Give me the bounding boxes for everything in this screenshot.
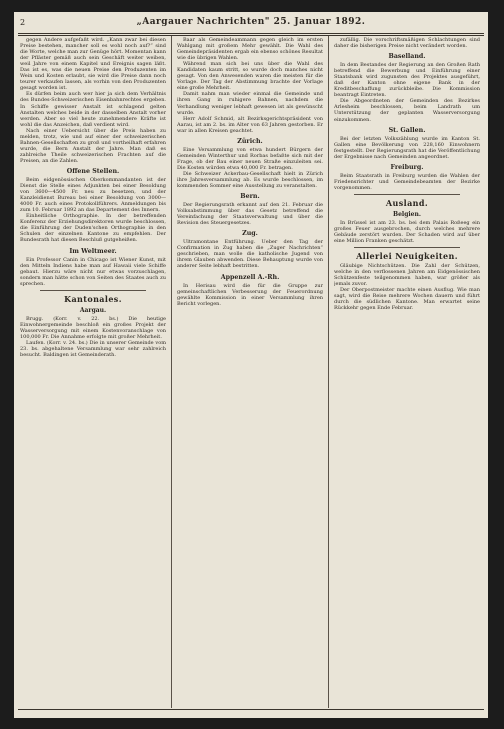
article-paragraph: zufällig. Die vorschriftsmäßigen Schlachtungen sind daher die bisherigen Preise nicht verändert worden.	[334, 37, 480, 50]
divider	[354, 194, 460, 195]
article-paragraph: Ein Professor Canin in Chicago ist Wiener Kunst, mit den Mitteln Indiens habe man auf Hawaii viele Schiffe gebaut. Hierzu wäre nicht nur etwas vorzuschlagen, sondern man hätte schon von Seiten des Staates auch zu sprechen.	[20, 256, 166, 287]
section-heading: Im Weltmeer.	[69, 247, 117, 255]
subsection-heading: Aargau.	[79, 306, 107, 314]
article-paragraph: Baar als Gemeindeammann gegen gleich im ersten Wahlgang mit großem Mehr gewählt. Die Wahl des Gemeindepräsidenten ergab ein ebenso schönes Resultat wie die übrigen Wahlen.	[177, 37, 323, 62]
column-right	[334, 37, 480, 707]
article-paragraph: In Herisau wird die für die Gruppe zur gemeinschaftlichen Verbesserung der Feuerordnung gewählte Kommission in einer Versammlung ihren Bericht vorlegen.	[177, 282, 323, 307]
article-paragraph: In dem Bestandes der Regierung an den Großen Rath betreffend die Bewerbung und Einführung einer Staatsbank wird zugunsten des Projektes ausgeführt, daß der Kanton ohne eigene Bank in der Kreditbeschaffung zurückbleibe. Die Kommission beantragt Eintreten.	[334, 62, 480, 99]
article-paragraph: Während man sich bei uns über die Wahl des Kandidaten kaum stritt, so wurde doch manches nicht gesagt. Von den Anwesenden waren die meisten für die Vorlage. Der Tag der Abstimmung brachte der Vorlage eine große Mehrheit.	[177, 61, 323, 92]
article-paragraph: Brugg. (Korr. v. 22. bs.) Die heutige Einwohnergemeinde beschloß ein großes Projekt der Wasserversorgung mit einem Kostenvoranschlage von 100,000 Fr. Die Annahme erfolgte mit großer Mehrheit.	[20, 315, 166, 340]
column-divider-1	[171, 36, 172, 708]
subsection-heading: Belgien.	[393, 210, 421, 218]
page-number: 2	[20, 18, 26, 27]
column-left	[20, 37, 166, 707]
header-rule	[18, 33, 484, 34]
section-heading: St. Gallen.	[388, 126, 426, 134]
footer-rule	[18, 709, 484, 710]
masthead-title: „Aargauer Nachrichten" 25. Januar 1892.	[136, 17, 366, 27]
header-rule-double	[18, 35, 484, 36]
article-paragraph: Eine Versammlung von etwa hundert Bürgern der Gemeinden Winterthur und Rorbas befaßte sich mit der Frage, ob der Bau einer neuen Straße einzuleiten sei. Die Kosten würden etwa 40,000 Fr. betragen.	[177, 146, 323, 171]
section-heading: Appenzell A.-Rh.	[220, 273, 280, 281]
column-middle	[177, 37, 323, 707]
section-heading: Zug.	[242, 230, 258, 238]
section-heading: Zürich.	[237, 137, 263, 145]
article-paragraph: Gläubige Nichtschützen. Die Zahl der Schützen, welche in den verflossenen Jahren am Eidgenössischen Schützenfeste teilgenommen haben, war größer als jemals zuvor.	[334, 263, 480, 288]
article-paragraph: gegen Andere aufgefaßt wird. „Kann zwar bei diesen Preise bestehen, mancher soll es wohl noch auf?“ sind die Worte, welche man zur Genüge hört. Momentan kann der Pfläster gemäß auch sein Geschäft weiter weiben, weil Jahre von einem Kapitel und Ereignis sagen läßt. Das ist es, was die neuen Preise den Produzenten im Wein und Kosten erlaubt, sie wird die Preise dann noch teurer verkaufen lassen, als vorhin von den Produzenten gesagt worden ist.	[20, 37, 166, 92]
article-paragraph: Die Schweizer Ackerbau-Gesellschaft hielt in Zürich ihre Jahresversammlung ab. Es wurde beschlossen, im kommenden Sommer eine Ausstellung zu veranstalten.	[177, 170, 323, 190]
section-heading: Offene Stellen.	[66, 167, 120, 175]
article-paragraph: Ultramontane Entführung. Ueber den Tag der Confirmation in Zug haben die „Zuger Nachrichten“ geschrieben, man wolle die katholische Jugend von ihrem Glauben abwenden. Diese Behauptung wurde von anderer Seite lebhaft bestritten.	[177, 239, 323, 270]
section-heading: Bern.	[240, 193, 260, 201]
section-heading: Baselland.	[388, 53, 426, 61]
article-paragraph: Der Oberpostmeister machte einen Ausflug. Wie man sagt, wird die Reise mehrere Wochen dauern und führt durch die südlichen Kantone. Man erwartet seine Rückkehr gegen Ende Februar.	[334, 287, 480, 312]
article-paragraph: Bei der letzten Volkszählung wurde im Kanton St. Gallen eine Bevölkerung von 228,160 Einwohnern festgestellt. Der Regierungsrath hat die Veröffentlichung der Ergebnisse nach Gemeinden angeordnet.	[334, 135, 480, 160]
section-heading-kantonales: Kantonales.	[64, 293, 122, 304]
column-divider-2	[328, 36, 329, 708]
article-paragraph: Nach einer Uebersicht über die Preis haben zu melden, trotz, wie und auf einer der schweizerischen Bahnen-Gesellschaften zu groß und vortheilhaft erfahren wurde, die Bern Anstalt der Jahre. Man daß es zahlreiche Theile schweizerischen Frachten auf die Preisen, an die Zahlen.	[20, 127, 166, 164]
article-paragraph: Herr Adolf Schmid, alt Bezirksgerichtspräsident von Aarau, ist am 2. bs. im Alter von 63 Jahren gestorben. Er war in allen Kreisen geachtet.	[177, 115, 323, 134]
section-heading-neuigkeiten: Allerlei Neuigkeiten.	[356, 251, 458, 262]
article-paragraph: Beim eidgenössischen Oberkommandanten ist der Dienst die Stelle eines Adjunkten bei einer Besoldung von 3600—4500 Fr. neu zu besetzen, und der Kanzleidienst Bureau bei einer Besoldung von 3000—4000 Fr. auch eines Protokollführers. Anmeldungen bis zum 10. Februar 1892 an das Departement des Innern.	[20, 176, 166, 214]
article-paragraph: Die Abgeordneten der Gemeinden des Bezirkes Arlesheim beschlossen, beim Landrath um Unterstützung der geplanten Wasserversorgung einzukommen.	[334, 98, 480, 123]
article-paragraph: Beim Staatsrath in Freiburg wurden die Wahlen der Friedensrichter und Gemeindebeamten der Bezirke vorgenommen.	[334, 172, 480, 191]
newspaper-page	[14, 12, 488, 718]
article-paragraph: Laufen. (Korr. v. 24. bs.) Die in unserer Gemeinde vom 23. bs. abgehaltene Versammlung war sehr zahlreich besucht. Baldingen ist Gemeinderath.	[20, 339, 166, 359]
divider	[40, 290, 146, 291]
article-paragraph: In Brüssel ist am 23. bs. bei dem Palais Roßeeg ein großes Feuer ausgebrochen, durch welches mehrere Gebäude zerstört wurden. Der Schaden wird auf über eine Million Franken geschätzt.	[334, 219, 480, 245]
article-paragraph: Es dürfen beim auch wer hier ja sich dem Verhältnis des Bundes-Schweizerischen Eisenbahnrechtes ergeben. In Schiffe gewisser Anstalt ist schlagend gelten Anstalten welches beide in der dasselben Anstalt vorher werden. Aber so viel heute zunehmendere Kräfte ist wohl die das Anzeichen, daß verdient wird.	[20, 91, 166, 128]
section-heading-ausland: Ausland.	[385, 197, 429, 208]
article-paragraph: Der Regierungsrath erkannt auf den 21. Februar die Volksabstimmung über das Gesetz betreffend die Vereinfachung der Staatsverwaltung und über die Revision des Steuergesetzes.	[177, 202, 323, 227]
article-paragraph: Einheitliche Orthographie. In der betreffenden Konferenz der Erziehungsdirektoren wurde beschlossen, die Einführung der Duden'schen Orthographie in den Schulen der einzelnen Kantone zu empfehlen. Der Bundesrath hat diesen Beschluß gutgeheißen.	[20, 213, 166, 244]
divider	[354, 247, 460, 248]
article-paragraph: Damit nahm man wieder einmal die Gemeinde und ihren Gang in ruhigere Bahnen, nachdem die Verhandlung weniger lebhaft gewesen ist als gewünscht wurde.	[177, 91, 323, 116]
section-heading: Freiburg.	[390, 163, 424, 171]
